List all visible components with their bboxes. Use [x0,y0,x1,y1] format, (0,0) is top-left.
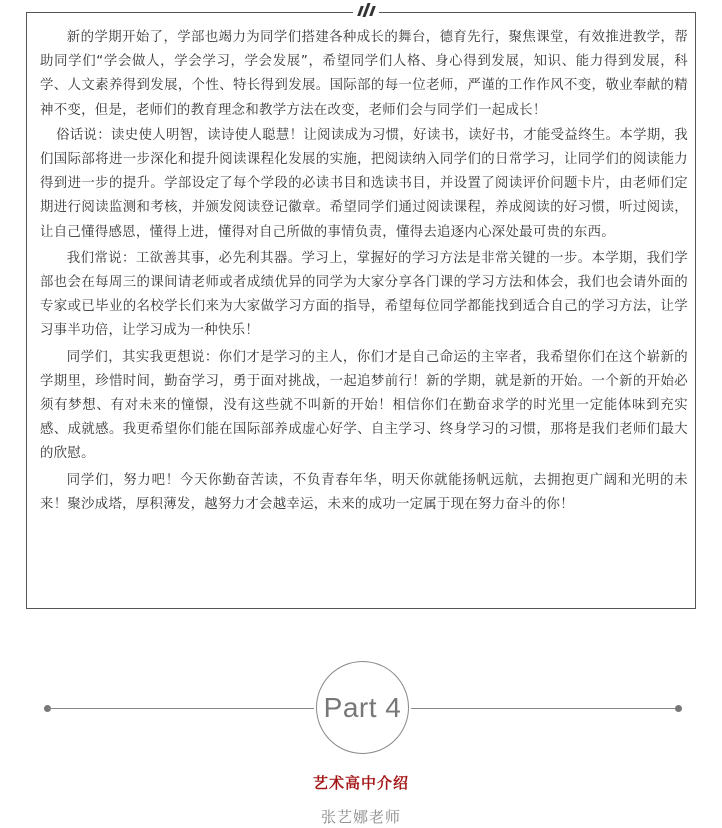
article-body [40,26,688,517]
paragraph-4: 同学们，其实我更想说：你们才是学习的主人，你们才是自己命运的主宰者，我希望你们在这个崭新的学期里，珍惜时间，勤奋学习，勇于面对挑战，一起追梦前行！新的学期，就是新的开始。一个新的开始必须有梦想、有对未来的憧憬，没有这些就不叫新的开始！相信你们在勤奋求学的时光里一定能体味到充实感、成就感。我更希望你们能在国际部养成虚心好学、自主学习、终身学习的习惯，那将是我们老师们最大的欣慰。 [40,349,688,462]
section-badge-label: Part 4 [323,691,402,723]
paragraph-2: 俗话说：读史使人明智，读诗使人聪慧！让阅读成为习惯，好读书，读好书，才能受益终生。本学期，我们国际部将进一步深化和提升阅读课程化发展的实施，把阅读纳入同学们的日常学习，让同学们的阅读能力得到进一步的提升。学部设定了每个学段的必读书目和选读书目，并设置了阅读评价问题卡片，由老师们定期进行阅读监测和考核，并颁发阅读登记徽章。希望同学们通过阅读课程，养成阅读的好习惯，听过阅读，让自己懂得感恩，懂得上进，懂得对自己所做的事情负责，懂得去追逐内心深处最可贵的东西。 [40,127,688,240]
section-title: 艺术高中介绍 [312,774,409,792]
divider-dot-right [675,705,682,712]
paragraph-5: 同学们，努力吧！今天你勤奋苦读，不负青春年华，明天你就能扬帆远航，去拥抱更广阔和光明的未来！聚沙成塔，厚积薄发，越努力才会越幸运，未来的成功一定属于现在努力奋斗的你！ [40,472,688,512]
divider-line-right [411,708,677,709]
paragraph-1: 新的学期开始了，学部也竭力为同学们搭建各种成长的舞台，德育先行，聚焦课堂，有效推进教学，帮助同学们“学会做人，学会学习，学会发展”，希望同学们人格、身心得到发展，知识、能力得到发展，科学、人文素养得到发展，个性、特长得到发展。国际部的每一位老师，严谨的工作作风不变，敬业奉献的精神不变，但是，老师们的教育理念和教学方法在改变，老师们会与同学们一起成长！ [40,30,688,118]
slash-decoration-icon [353,0,379,22]
section-badge [316,661,409,754]
divider-line-left [48,708,314,709]
author-name: 张艺娜老师 [320,808,401,826]
paragraph-3: 我们常说：工欲善其事，必先利其器。学习上，掌握好的学习方法是非常关键的一步。本学期，我们学部也会在每周三的课间请老师或者成绩优异的同学为大家分享各门课的学习方法和体会，我们也会请外面的专家或已毕业的名校学长们来为大家做学习方面的指导，希望每位同学都能找到适合自己的学习方法，让学习事半功倍，让学习成为一种快乐！ [40,250,688,339]
